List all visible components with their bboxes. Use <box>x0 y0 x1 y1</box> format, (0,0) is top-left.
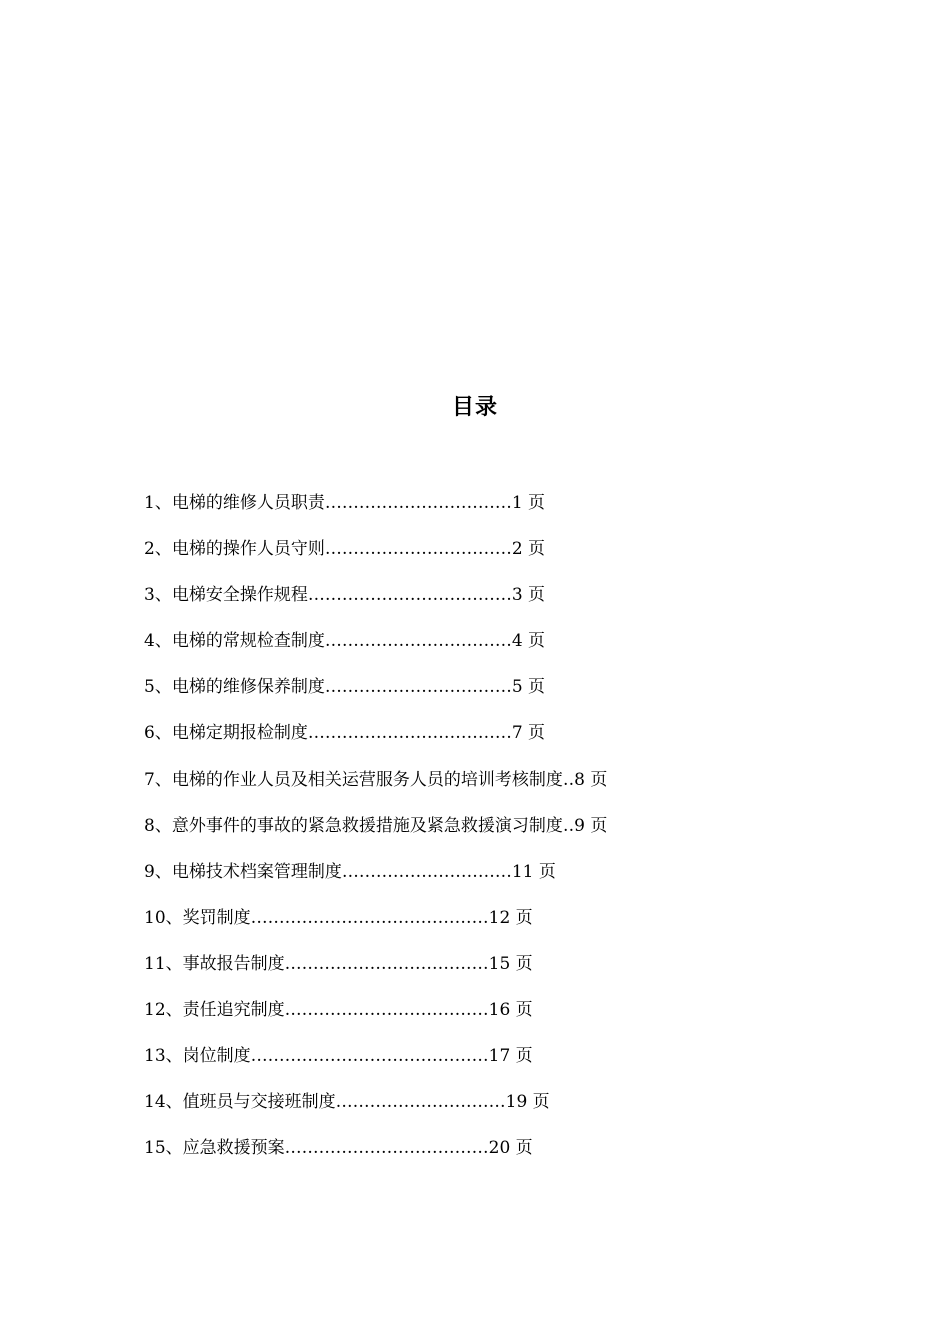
toc-entry-15: 15、应急救援预案………………………………20 页 <box>144 1138 533 1159</box>
toc-entry-9: 9、电梯技术档案管理制度…………………………11 页 <box>144 861 556 882</box>
toc-entry-1: 1、电梯的维修人员职责……………………………1 页 <box>144 493 546 513</box>
toc-entry-5: 5、电梯的维修保养制度……………………………5 页 <box>144 677 546 698</box>
toc-entry-13: 13、岗位制度……………………………………17 页 <box>144 1046 533 1067</box>
toc-entry-8: 8、意外事件的事故的紧急救援措施及紧急救援演习制度‥9 页 <box>144 815 608 836</box>
toc-entry-12: 12、责任追究制度………………………………16 页 <box>144 1000 533 1021</box>
toc-entry-10: 10、奖罚制度……………………………………12 页 <box>144 907 533 928</box>
toc-entry-7: 7、电梯的作业人员及相关运营服务人员的培训考核制度‥8 页 <box>144 769 608 790</box>
toc-entry-6: 6、电梯定期报检制度………………………………7 页 <box>144 723 546 744</box>
toc-entry-4: 4、电梯的常规检查制度……………………………4 页 <box>144 631 546 652</box>
toc-title: 目录 <box>451 395 498 420</box>
toc-entry-3: 3、电梯安全操作规程………………………………3 页 <box>144 585 546 606</box>
toc-entry-2: 2、电梯的操作人员守则……………………………2 页 <box>144 539 546 560</box>
toc-list <box>144 487 764 1178</box>
toc-entry-11: 11、事故报告制度………………………………15 页 <box>144 953 533 974</box>
toc-entry-14: 14、值班员与交接班制度…………………………19 页 <box>144 1092 550 1113</box>
